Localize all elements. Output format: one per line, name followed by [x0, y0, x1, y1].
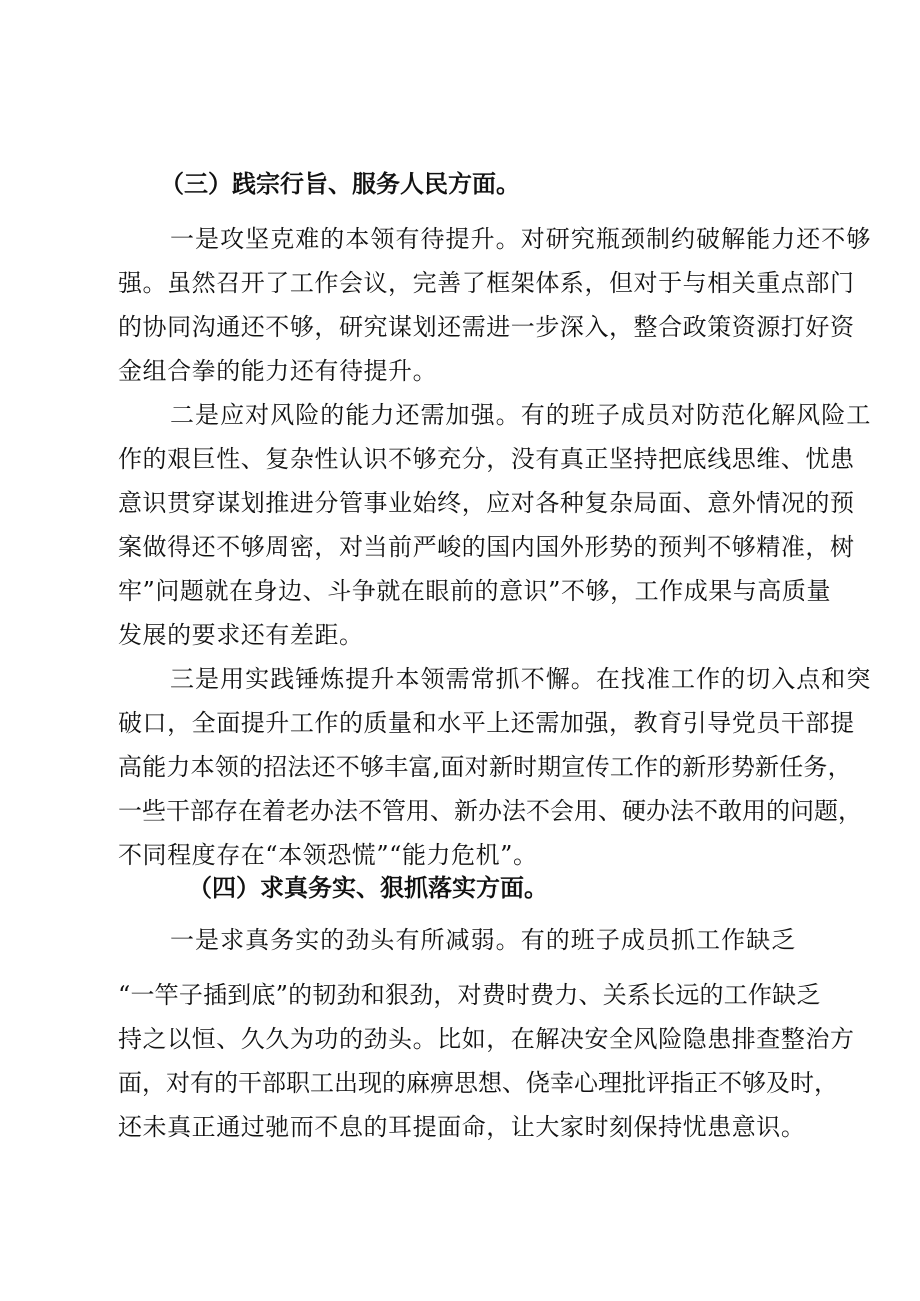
paragraph-line: 高能力本领的招法还不够丰富,面对新时期宣传工作的新形势新任务，	[118, 753, 852, 781]
paragraph-line: 破口，全面提升工作的质量和水平上还需加强，教育引导党员干部提	[118, 709, 855, 737]
paragraph-line: 作的艰巨性、复杂性认识不够充分，没有真正坚持把底线思维、忧患	[118, 445, 855, 473]
paragraph-line: 不同程度存在“本领恐慌”“能力危机”。	[118, 841, 538, 869]
paragraph-line: 持之以恒、久久为功的劲头。比如，在解决安全风险隐患排查整治方	[118, 1025, 855, 1053]
paragraph-line: 还未真正通过驰而不息的耳提面命，让大家时刻保持忧患意识。	[118, 1113, 806, 1141]
paragraph-line: 金组合拳的能力还有待提升。	[118, 357, 438, 385]
paragraph-line: 三是用实践锤炼提升本领需常抓不懈。在找准工作的切入点和突	[170, 665, 872, 693]
paragraph-line: 发展的要求还有差距。	[118, 621, 364, 649]
paragraph-line: 一些干部存在着老办法不管用、新办法不会用、硬办法不敢用的问题，	[118, 797, 862, 825]
paragraph-line: “一竿子插到底”的韧劲和狠劲，对费时费力、关系长远的工作缺乏	[118, 981, 821, 1009]
paragraph-line: 面，对有的干部职工出现的麻痹思想、侥幸心理批评指正不够及时，	[118, 1069, 838, 1097]
paragraph-line: 牢”问题就在身边、斗争就在眼前的意识”不够，工作成果与高质量	[118, 577, 832, 605]
section-heading-4: （四）求真务实、狠抓落实方面。	[188, 874, 548, 902]
paragraph-line: 的协同沟通还不够，研究谋划还需进一步深入，整合政策资源打好资	[118, 313, 855, 341]
paragraph-line: 案做得还不够周密，对当前严峻的国内国外形势的预判不够精准，树	[118, 533, 855, 561]
paragraph-line: 强。虽然召开了工作会议，完善了框架体系，但对于与相关重点部门	[118, 269, 855, 297]
section-heading-3: （三）践宗行旨、服务人民方面。	[160, 170, 520, 198]
paragraph-line: 意识贯穿谋划推进分管事业始终，应对各种复杂局面、意外情况的预	[118, 489, 855, 517]
paragraph-line: 二是应对风险的能力还需加强。有的班子成员对防范化解风险工	[170, 401, 872, 429]
paragraph-line: 一是攻坚克难的本领有待提升。对研究瓶颈制约破解能力还不够	[170, 225, 872, 253]
paragraph-line: 一是求真务实的劲头有所减弱。有的班子成员抓工作缺乏	[170, 926, 797, 954]
